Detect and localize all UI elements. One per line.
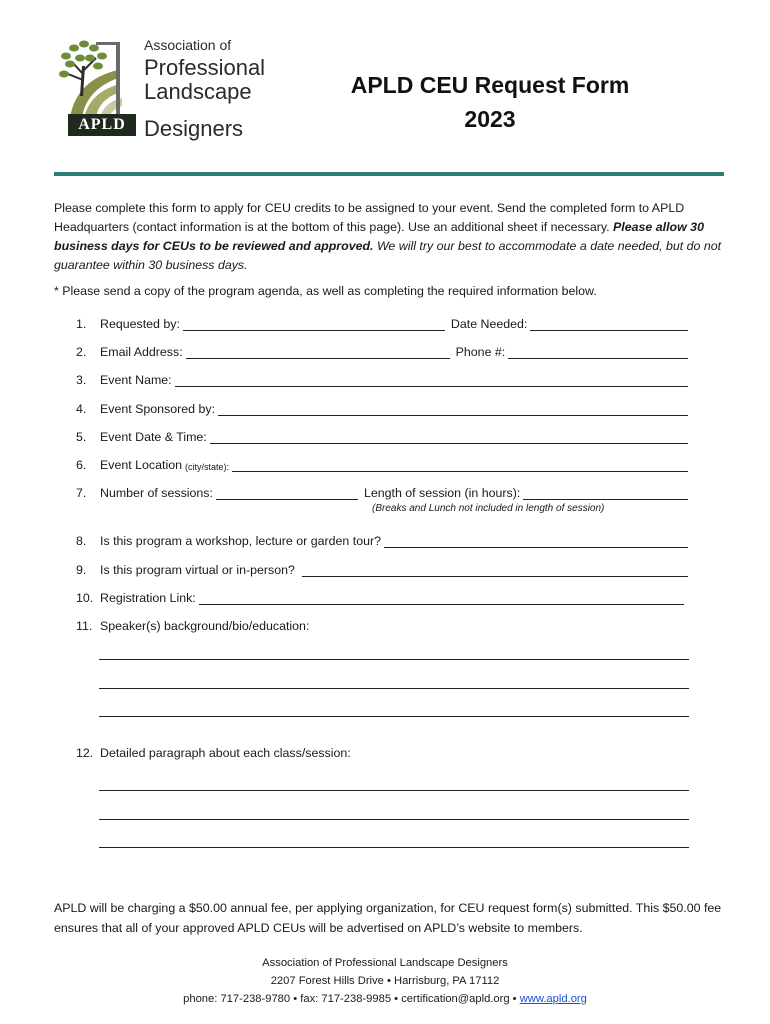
logo-line-designers: Designers [144, 116, 244, 141]
field-number: 6. [76, 458, 87, 472]
virtual-input[interactable] [302, 563, 688, 577]
session-length-input[interactable] [523, 486, 688, 500]
sponsor-label: Event Sponsored by: [100, 402, 216, 416]
tree-logo-icon [56, 34, 144, 118]
date-needed-label: Date Needed: [450, 317, 528, 331]
registration-label: Registration Link: [100, 591, 196, 605]
program-type-label: Is this program a workshop, lecture or garden tour? [100, 534, 381, 548]
field-number: 5. [76, 430, 87, 444]
footer-contact-line [0, 990, 770, 1008]
field-number: 3. [76, 373, 87, 387]
logo-line-professional: Professional [144, 55, 266, 80]
logo-apld-box: APLD [68, 114, 136, 136]
location-hint: (city/state): [184, 462, 229, 472]
field-program-type-row [76, 530, 688, 548]
field-number: 7. [76, 486, 87, 500]
field-virtual-row [76, 559, 688, 577]
phone-label: Phone #: [455, 345, 506, 359]
date-time-label: Event Date & Time: [100, 430, 207, 444]
logo-line-landscape: Landscape [144, 79, 252, 104]
field-number: 9. [76, 563, 87, 577]
field-number: 11. [76, 619, 93, 633]
intro-italic-text: We will try our best to accommodate a date needed, but do not guarantee within 30 business days. [54, 239, 722, 272]
phone-input[interactable] [508, 345, 688, 359]
field-number: 4. [76, 402, 87, 416]
website-link[interactable]: www.apld.org [519, 993, 587, 1005]
virtual-label: Is this program virtual or in-person? [100, 563, 295, 577]
field-event-name-row [76, 369, 688, 387]
requested-by-label: Requested by: [100, 317, 180, 331]
intro-paragraph [54, 199, 724, 275]
footer-org: Association of Professional Landscape Designers [262, 957, 508, 969]
apld-logo [56, 34, 276, 140]
field-number: 10. [76, 591, 94, 605]
fee-paragraph: APLD will be charging a $50.00 annual fee, per applying organization, for CEU request form(s) submitted. This $50.00 fee ensures that all of your approved APLD CEUs will be advertised on APLD’s website to members. [54, 901, 722, 935]
form-title-year: 2023 [464, 106, 516, 132]
registration-input[interactable] [199, 591, 684, 605]
event-name-label: Event Name: [100, 373, 172, 387]
class-description-line-1[interactable] [99, 790, 689, 791]
speaker-input-line-2[interactable] [99, 688, 689, 689]
session-length-hint: (Breaks and Lunch not included in length of session) [372, 503, 605, 514]
logo-line-association: Association of [144, 37, 232, 53]
date-needed-input[interactable] [530, 317, 688, 331]
footer-phone-fax-email: phone: 717-238-9780 • fax: 717-238-9985 • certification@apld.org • [183, 993, 517, 1005]
field-registration-row [76, 587, 684, 605]
speaker-input-line-1[interactable] [99, 659, 689, 660]
field-speaker-row [76, 615, 688, 633]
email-label: Email Address: [100, 345, 183, 359]
class-description-line-2[interactable] [99, 819, 689, 820]
agenda-note: * Please send a copy of the program agenda, as well as completing the required information below. [54, 284, 597, 298]
field-date-time-row [76, 426, 688, 444]
field-number: 2. [76, 345, 87, 359]
footer-address: 2207 Forest Hills Drive • Harrisburg, PA 17112 [270, 975, 500, 987]
class-description-line-3[interactable] [99, 847, 689, 848]
header-divider [54, 172, 724, 176]
event-name-input[interactable] [175, 373, 688, 387]
field-sponsor-row [76, 398, 688, 416]
form-title [320, 68, 660, 136]
email-input[interactable] [186, 345, 450, 359]
requested-by-input[interactable] [183, 317, 445, 331]
footer-contact [0, 954, 770, 1008]
class-description-label: Detailed paragraph about each class/session: [100, 746, 351, 760]
sessions-label: Number of sessions: [100, 486, 213, 500]
field-requested-by-row [76, 313, 688, 331]
field-class-description-row [76, 742, 688, 760]
sponsor-input[interactable] [218, 402, 688, 416]
field-number: 8. [76, 534, 87, 548]
speaker-input-line-3[interactable] [99, 716, 689, 717]
session-length-label: Length of session (in hours): [363, 486, 521, 500]
field-email-row [76, 341, 688, 359]
sessions-input[interactable] [216, 486, 358, 500]
location-input[interactable] [232, 458, 688, 472]
field-number: 1. [76, 317, 87, 331]
intro-text: Please complete this form to apply for CEU credits to be assigned to your event. Send the completed form to APLD Headquarters (contact information is at the bottom of this page). Use an additional sheet if necessary. [54, 201, 685, 234]
speaker-label: Speaker(s) background/bio/education: [100, 619, 310, 633]
date-time-input[interactable] [210, 430, 688, 444]
form-title-line1: APLD CEU Request Form [350, 72, 630, 98]
field-sessions-row [76, 482, 688, 500]
program-type-input[interactable] [384, 534, 688, 548]
field-location-row [76, 454, 688, 472]
location-label: Event Location [100, 458, 182, 472]
field-number: 12. [76, 746, 94, 760]
intro-bold-text: Please allow 30 business days for CEUs to be reviewed and approved. [54, 220, 704, 253]
